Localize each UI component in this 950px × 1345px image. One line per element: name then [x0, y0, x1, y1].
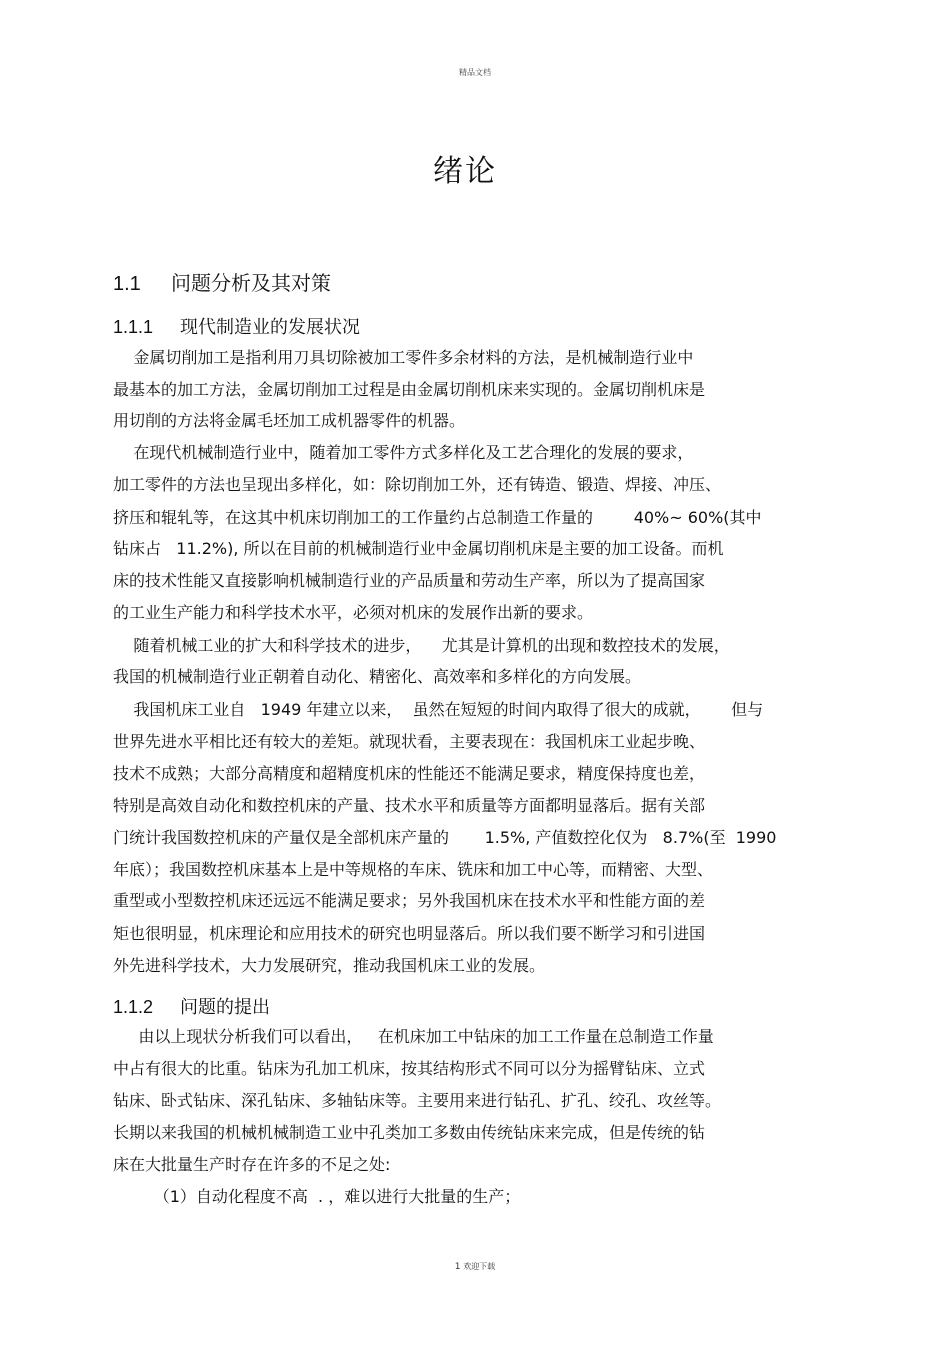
text-line: 特别是高效自动化和数控机床的产量、技术水平和质量等方面都明显落后。据有关部 — [113, 796, 706, 815]
text-line: 长期以来我国的机械机械制造工业中孔类加工多数由传统钻床来完成，但是传统的钻 — [113, 1123, 706, 1142]
section-title: 问题分析及其对策 — [171, 271, 331, 295]
footer-text: 欢迎下载 — [463, 1262, 496, 1271]
text-line: 重型或小型数控机床还远远不能满足要求；另外我国机床在技术水平和性能方面的差 — [113, 891, 706, 910]
text-line: 随着机械工业的扩大和科学技术的进步， 尤其是计算机的出现和数控技术的发展， — [113, 636, 730, 655]
text-line: 技术不成熟；大部分高精度和超精度机床的性能还不能满足要求，精度保持度也差， — [113, 764, 706, 783]
document-title: 绪论 — [433, 154, 497, 189]
subsection-heading-1 — [113, 313, 360, 339]
header-watermark: 精品文档 — [459, 68, 491, 77]
text-line: 金属切削加工是指利用刀具切除被加工零件多余材料的方法，是机械制造行业中 — [113, 348, 694, 367]
subsection-heading-2 — [113, 993, 270, 1019]
text-line: 门统计我国数控机床的产量仅是全部机床产量的 1.5%, 产值数控化仅为 8.7%(至 1990 — [113, 828, 777, 847]
text-line: 加工零件的方法也呈现出多样化，如：除切削加工外，还有铸造、锻造、焊接、冲压、 — [113, 475, 722, 494]
text-line: 世界先进水平相比还有较大的差矩。就现状看，主要表现在：我国机床工业起步晚、 — [113, 732, 706, 751]
subsection-title: 现代制造业的发展状况 — [180, 317, 360, 338]
text-line: 矩也很明显，机床理论和应用技术的研究也明显落后。所以我们要不断学习和引进国 — [113, 924, 706, 943]
text-line: 年底）；我国数控机床基本上是中等规格的车床、铣床和加工中心等，而精密、大型、 — [113, 860, 714, 879]
text-line: （1）自动化程度不高 . ，难以进行大批量的生产； — [113, 1187, 521, 1206]
section-heading — [113, 267, 331, 296]
page-footer — [0, 1261, 950, 1272]
text-line: 床的技术性能又直接影响机械制造行业的产品质量和劳动生产率，所以为了提高国家 — [113, 571, 706, 590]
text-line: 最基本的加工方法，金属切削加工过程是由金属切削机床来实现的。金属切削机床是 — [113, 380, 706, 399]
subsection-title: 问题的提出 — [180, 997, 270, 1018]
text-line: 的工业生产能力和科学技术水平，必须对机床的发展作出新的要求。 — [113, 603, 594, 622]
text-line: 钻床占 11.2%), 所以在目前的机械制造行业中金属切削机床是主要的加工设备。而机 — [113, 539, 724, 558]
subsection-number: 1.1.1 — [113, 317, 154, 337]
text-line: 中占有很大的比重。钻床为孔加工机床，按其结构形式不同可以分为摇臂钻床、立式 — [113, 1059, 706, 1078]
text-line: 在现代机械制造行业中，随着加工零件方式多样化及工艺合理化的发展的要求， — [113, 443, 694, 462]
section-number: 1.1 — [113, 273, 141, 295]
page-number: 1 — [454, 1262, 461, 1272]
text-line: 挤压和辊轧等，在这其中机床切削加工的工作量约占总制造工作量的 40%~ 60%(其中 — [113, 508, 762, 527]
text-line: 我国的机械制造行业正朝着自动化、精密化、高效率和多样化的方向发展。 — [113, 667, 642, 686]
text-line: 用切削的方法将金属毛坯加工成机器零件的机器。 — [113, 411, 466, 430]
text-line: 由以上现状分析我们可以看出， 在机床加工中钻床的加工工作量在总制造工作量 — [113, 1027, 714, 1046]
text-line: 我国机床工业自 1949 年建立以来， 虽然在短短的时间内取得了很大的成就， 但与 — [113, 700, 764, 719]
subsection-number: 1.1.2 — [113, 997, 154, 1017]
text-line: 床在大批量生产时存在许多的不足之处: — [113, 1155, 391, 1174]
text-line: 钻床、卧式钻床、深孔钻床、多轴钻床等。主要用来进行钻孔、扩孔、绞孔、攻丝等。 — [113, 1091, 722, 1110]
text-line: 外先进科学技术，大力发展研究，推动我国机床工业的发展。 — [113, 956, 546, 975]
